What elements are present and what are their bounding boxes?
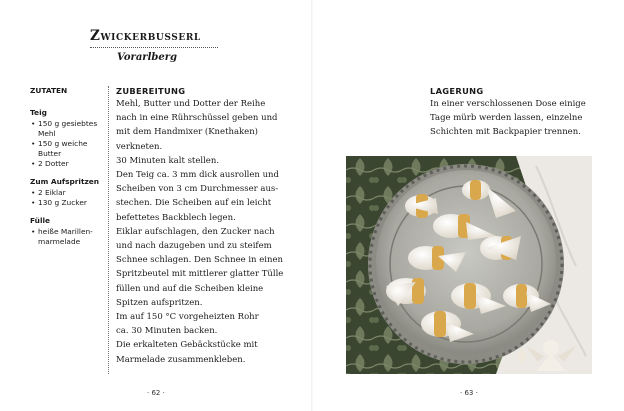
ingredient-group-name: Teig	[30, 108, 47, 117]
preparation-line: verkneten.	[116, 141, 163, 152]
ingredient-item: • 150 g gesiebtes Mehl	[30, 119, 102, 139]
column-divider	[108, 86, 109, 374]
preparation-line: und nach dazugeben und zu steifem	[116, 241, 272, 252]
preparation-line: 30 Minuten kalt stellen.	[116, 155, 220, 166]
recipe-header	[90, 27, 220, 63]
book-gutter	[311, 0, 313, 411]
ingredient-item: • heiße Marillen-marmelade	[30, 227, 102, 247]
preparation-line: Den Teig ca. 3 mm dick ausrollen und	[116, 170, 279, 181]
ingredient-item: • 2 Dotter	[30, 159, 102, 169]
ingredient-list	[30, 119, 102, 169]
storage-section	[430, 85, 590, 140]
cookies-plate-illustration	[346, 156, 592, 374]
ingredients-heading: ZUTATEN	[30, 86, 68, 95]
ingredient-list	[30, 188, 102, 208]
preparation-line: befettetes Backblech legen.	[116, 212, 236, 223]
preparation-line: Die erkalteten Gebäckstücke mit	[116, 340, 258, 351]
recipe-title: Zwickerbusserl	[90, 28, 201, 44]
preparation-section	[116, 85, 286, 367]
preparation-line: füllen und auf die Scheiben kleine	[116, 283, 264, 294]
preparation-line: Mehl, Butter und Dotter der Reihe	[116, 99, 266, 109]
preparation-line: stechen. Die Scheiben auf ein leicht	[116, 198, 272, 209]
ingredient-item: • 130 g Zucker	[30, 198, 102, 208]
storage-line: In einer verschlossenen Dose einige	[430, 99, 586, 109]
preparation-line: Eiklar aufschlagen, den Zucker nach	[116, 226, 275, 237]
ingredient-group-name: Fülle	[30, 216, 51, 225]
storage-heading: LAGERUNG	[430, 86, 484, 96]
ingredient-group-name: Zum Aufspritzen	[30, 177, 100, 186]
preparation-line: nach in eine Rührschüssel geben und	[116, 113, 278, 124]
preparation-line: Scheiben von 3 cm Durchmesser aus-	[116, 184, 279, 195]
title-divider	[90, 47, 218, 48]
page-number-right: · 63 ·	[460, 389, 478, 397]
preparation-line: mit dem Handmixer (Knethaken)	[116, 127, 258, 138]
preparation-line: Spitzen aufspritzen.	[116, 297, 203, 308]
ingredient-item: • 2 Eiklar	[30, 188, 102, 198]
page-number-left: · 62 ·	[147, 389, 165, 397]
preparation-line: Marmelade zusammenkleben.	[116, 354, 246, 365]
storage-line: Schichten mit Backpapier trennen.	[430, 127, 581, 138]
preparation-line: Schnee schlagen. Den Schnee in einen	[116, 255, 283, 266]
ingredient-list	[30, 227, 102, 247]
preparation-line: ca. 30 Minuten backen.	[116, 326, 218, 337]
ingredients-sidebar	[30, 86, 102, 247]
ingredient-item: • 150 g weiche Butter	[30, 139, 102, 159]
preparation-line: Im auf 150 °C vorgeheizten Rohr	[116, 312, 259, 323]
cookie	[480, 236, 521, 260]
storage-line: Tage mürb werden lassen, einzelne	[430, 113, 583, 124]
preparation-line: Spritzbeutel mit mittlerer glatter Tülle	[116, 269, 284, 280]
recipe-region: Vorarlberg	[117, 52, 177, 63]
preparation-heading: ZUBEREITUNG	[116, 86, 186, 96]
recipe-photo	[346, 156, 592, 374]
